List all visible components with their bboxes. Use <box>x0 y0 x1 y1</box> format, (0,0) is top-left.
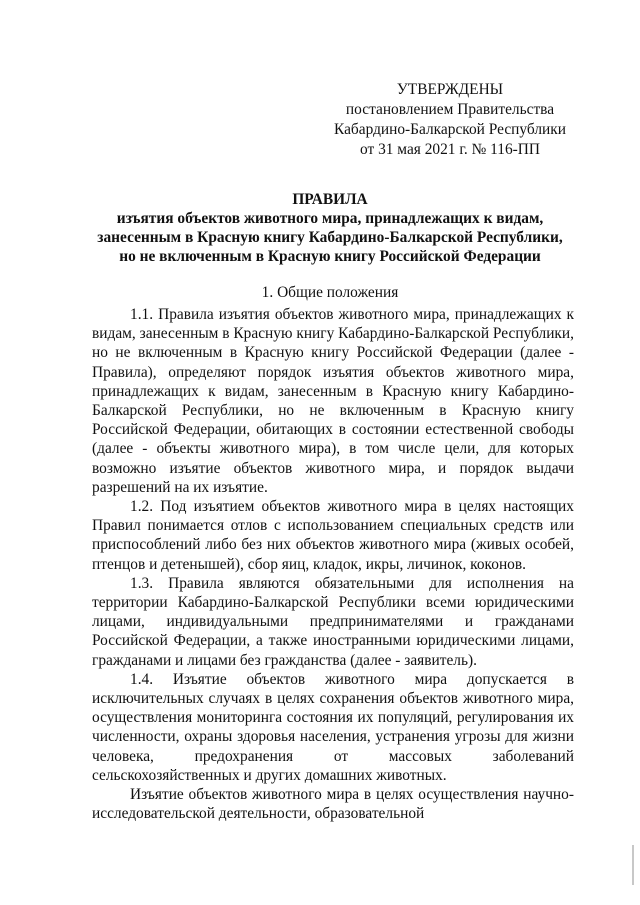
title-line-3: но не включенным в Красную книгу Российской Федерации <box>119 248 541 265</box>
approval-title: УТВЕРЖДЕНЫ <box>396 81 504 98</box>
title-heading: ПРАВИЛА <box>292 191 368 208</box>
approval-line-resolution: постановлением Правительства <box>345 101 555 118</box>
document-title <box>85 190 575 266</box>
paragraph-1-3: 1.3. Правила являются обязательными для исполнения на территории Кабардино-Балкарской Республики всеми юридическими лицами, индивидуальными предпринимателями и гражданами Российской Федерации, а также иностранными юридическими лицами, гражданами и лицами без гражданства (далее - заявитель). <box>92 574 574 669</box>
approval-stamp <box>300 80 600 160</box>
scan-edge-mark <box>632 845 634 885</box>
paragraph-1-4: 1.4. Изъятие объектов животного мира допускается в исключительных случаях в целях сохранения объектов животного мира, осуществления мониторинга состояния их популяций, регулирования их численности, охраны здоровья населения, устранения угрозы для жизни человека, предохранения от массовых заболеваний сельскохозяйственных и других домашних животных. <box>92 670 574 784</box>
paragraph-1-2: 1.2. Под изъятием объектов животного мира в целях настоящих Правил понимается отлов с использованием специальных средств или приспособлений либо без них объектов животного мира (живых особей, птенцов и детенышей), сбор яиц, кладок, икры, личинок, коконов. <box>92 498 574 573</box>
paragraph-continuation: Изъятие объектов животного мира в целях осуществления научно-исследовательской деятельности, образовательной <box>92 786 574 823</box>
title-line-1: изъятия объектов животного мира, принадлежащих к видам, <box>116 210 544 227</box>
paragraph-1-1: 1.1. Правила изъятия объектов животного мира, принадлежащих к видам, занесенным в Красную книгу Кабардино-Балкарской Республики, но не включенным в Красную книгу Российской Федерации (далее - Правила), определяют порядок изъятия объектов животного мира, принадлежащих к видам, занесенным в Красную книгу Кабардино-Балкарской Республики, но не включенным в Красную книгу Российской Федерации, обитающих в состоянии естественной свободы (далее - объекты животного мира), в том числе цели, для которых возможно изъятие объектов животного мира, и порядок выдачи разрешений на их изъятие. <box>92 306 574 496</box>
title-line-2: занесенным в Красную книгу Кабардино-Балкарской Республики, <box>97 229 563 246</box>
section-heading: 1. Общие положения <box>261 284 399 301</box>
approval-line-date-number: от 31 мая 2021 г. № 116-ПП <box>360 141 540 158</box>
approval-line-government: Кабардино-Балкарской Республики <box>334 121 566 138</box>
document-body <box>92 305 574 823</box>
